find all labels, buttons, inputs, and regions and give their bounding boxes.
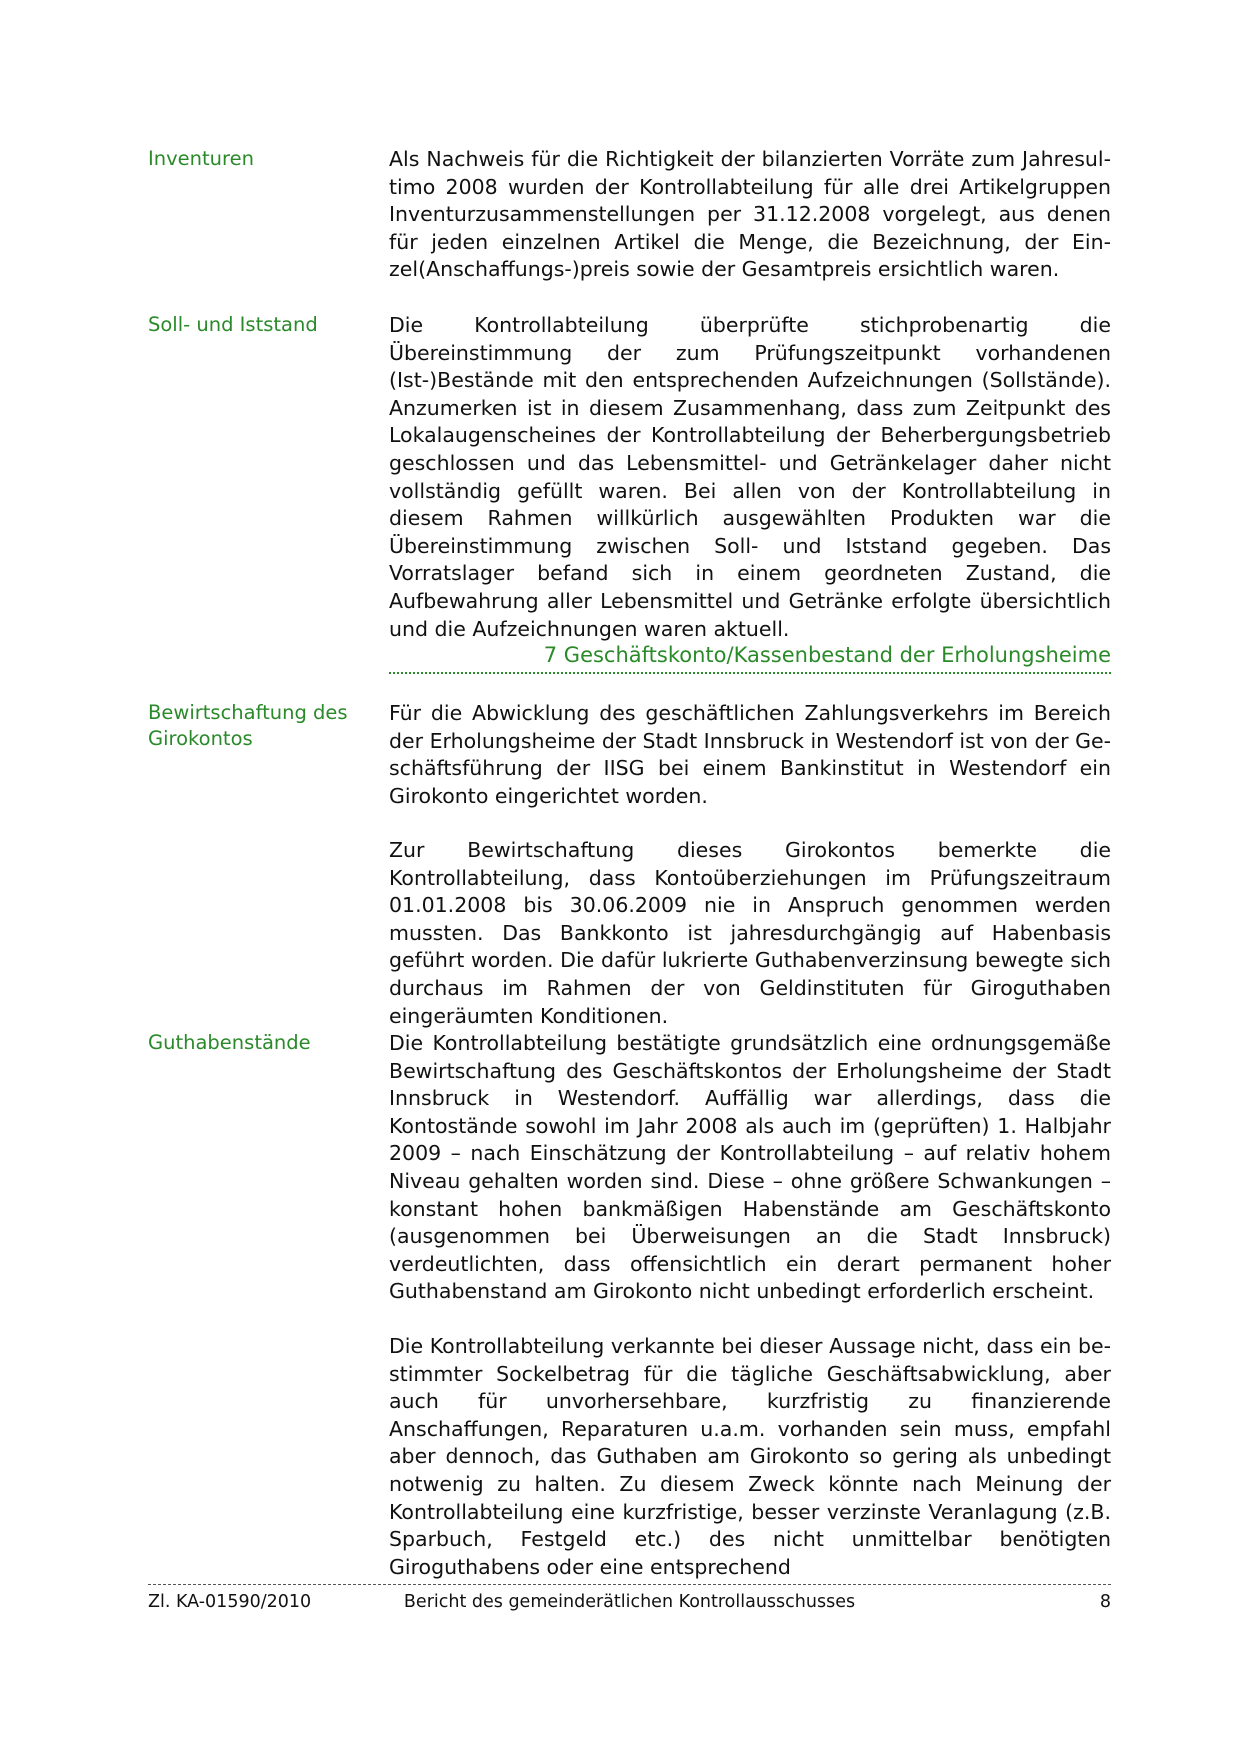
- footer-reference: Zl. KA-01590/2010: [148, 1592, 312, 1612]
- section-heading: 7 Geschäftskonto/Kassenbestand der Erholungsheime: [543, 643, 1111, 667]
- paragraph-soll-iststand: Die Kontrollabteilung überprüfte stichprobenartig die Übereinstimmung der zum Prüfungszeitpunkt vorhandenen (Ist-)Bestände mit den entsprechenden Aufzeichnungen (Sollstände). Anzumerken ist in diesem Zusammenhang, dass zum Zeitpunkt des Lokalaugenscheines der Kontrollabteilung der Beherbergungsbetrieb geschlossen und das Lebensmittel- und Getränkelager daher nicht vollständig gefüllt waren. Bei allen von der Kontrollabteilung in diesem Rahmen willkürlich ausgewählten Produkten war die Übereinstimmung zwischen Soll- und Iststand gegeben. Das Vorratslager befand sich in einem geordneten Zustand, die Aufbewahrung aller Lebensmittel und Getränke erfolgte übersichtlich und die Aufzeichnungen waren aktuell.: [389, 313, 1111, 641]
- page-number: 8: [1099, 1592, 1111, 1612]
- paragraph-bewirtschaftung-1: Für die Abwicklung des geschäftlichen Zahlungsverkehrs im Bereich der Erholungsheime der Stadt Innsbruck in Westendorf ist von der Geschäftsführung der IISG bei einem Bankinstitut in Westendorf ein Girokonto eingerichtet worden.: [389, 701, 1111, 808]
- paragraph-guthabenstaende-2: Die Kontrollabteilung verkannte bei dieser Aussage nicht, dass ein bestimmter Sockelbetrag für die tägliche Geschäftsabwicklung, aber auch für unvorhersehbare, kurzfristig zu finanzierende Anschaffungen, Reparaturen u.a.m. vorhanden sein muss, empfahl aber dennoch, das Guthaben am Girokonto so gering als unbedingt notwenig zu halten. Zu diesem Zweck könnte nach Meinung der Kontrollabteilung eine kurzfristige, besser verzinste Veranlagung (z.B. Sparbuch, Festgeld etc.) des nicht unmittelbar benötigten Giroguthabens oder eine entsprechend: [389, 1334, 1111, 1579]
- footer-rule: [148, 1584, 1111, 1585]
- section-heading-rule: [389, 672, 1111, 674]
- margin-label-guthabenstaende: Guthabenstände: [148, 1031, 311, 1054]
- paragraph-guthabenstaende-1: Die Kontrollabteilung bestätigte grundsätzlich eine ordnungsgemäße Bewirtschaftung des Geschäftskontos der Erholungsheime der Stadt Innsbruck in Westendorf. Auffällig war allerdings, dass die Kontostände sowohl im Jahr 2008 als auch im (geprüften) 1. Halbjahr 2009 – nach Einschätzung der Kontrollabteilung – auf relativ hohem Niveau gehalten worden sind. Diese – ohne größere Schwankungen – konstant hohen bankmäßigen Habenstände am Geschäftskonto (ausgenommen bei Überweisungen an die Stadt Innsbruck) verdeutlichten, dass offensichtlich ein derart permanent hoher Guthabenstand am Girokonto nicht unbedingt erforderlich erscheint.: [389, 1031, 1111, 1304]
- margin-label-soll-iststand: Soll- und Iststand: [148, 313, 318, 336]
- paragraph-inventuren: Als Nachweis für die Richtigkeit der bilanzierten Vorräte zum Jahresultimo 2008 wurden der Kontrollabteilung für alle drei Artikelgruppen Inventurzusammenstellungen per 31.12.2008 vorgelegt, aus denen für jeden einzelnen Artikel die Menge, die Bezeichnung, der Einzel(Anschaffungs-)preis sowie der Gesamtpreis ersichtlich waren.: [389, 147, 1111, 282]
- footer-title: Bericht des gemeinderätlichen Kontrollausschusses: [403, 1592, 856, 1612]
- margin-label-bewirtschaftung: Bewirtschaftung des Girokontos: [148, 701, 348, 750]
- margin-label-inventuren: Inventuren: [148, 147, 254, 170]
- paragraph-bewirtschaftung-2: Zur Bewirtschaftung dieses Girokontos bemerkte die Kontrollabteilung, dass Kontoüberziehungen im Prüfungszeitraum 01.01.2008 bis 30.06.2009 nie in Anspruch genommen werden mussten. Das Bankkonto ist jahresdurchgängig auf Habenbasis geführt worden. Die dafür lukrierte Guthabenverzinsung bewegte sich durchaus im Rahmen der von Geldinstituten für Giroguthaben eingeräumten Konditionen.: [389, 838, 1111, 1028]
